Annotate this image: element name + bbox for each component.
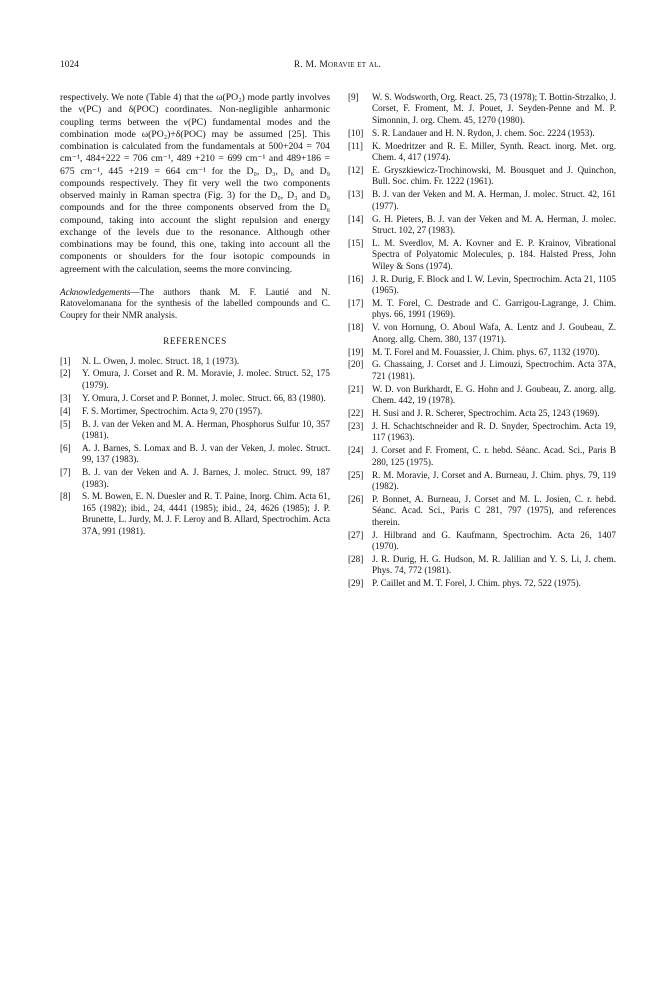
reference-text: R. M. Moravie, J. Corset and A. Burneau, J. Chim. phys. 79, 119 (1982). <box>372 469 616 491</box>
reference-number: [24] <box>348 445 364 456</box>
reference-item <box>348 554 616 577</box>
reference-number: [29] <box>348 578 364 589</box>
reference-text: J. R. Durig, H. G. Hudson, M. R. Jalilian and Y. S. Li, J. chem. Phys. 74, 772 (1981). <box>372 553 616 576</box>
reference-number: [14] <box>348 213 364 224</box>
reference-item <box>60 368 330 391</box>
acknowledgements <box>60 287 330 322</box>
page-number: 1024 <box>60 60 79 70</box>
reference-item <box>348 238 616 272</box>
reference-number: [18] <box>348 322 364 333</box>
reference-item <box>348 359 616 382</box>
reference-number: [26] <box>348 493 364 504</box>
reference-item <box>348 274 616 297</box>
reference-item <box>348 165 616 188</box>
reference-text: B. J. van der Veken and M. A. Herman, J. molec. Struct. 42, 161 (1977). <box>372 189 616 211</box>
reference-item <box>348 578 616 589</box>
reference-text: Y. Omura, J. Corset and R. M. Moravie, J. molec. Struct. 52, 175 (1979). <box>82 368 330 390</box>
reference-text: W. D. von Burkhardt, E. G. Hohn and J. Goubeau, Z. anorg. allg. Chem. 442, 19 (1978). <box>372 383 616 406</box>
reference-item <box>348 347 616 358</box>
reference-text: M. T. Forel and M. Fouassier, J. Chim. phys. 67, 1132 (1970). <box>372 346 600 357</box>
reference-item <box>60 406 330 417</box>
reference-number: [21] <box>348 383 364 394</box>
acknowledgements-label: Acknowledgements <box>60 286 131 297</box>
reference-text: J. Hilbrand and G. Kaufmann, Spectrochim. Acta 26, 1407 (1970). <box>372 529 616 552</box>
reference-text: M. T. Forel, C. Destrade and C. Garrigou-Lagrange, J. Chim. phys. 66, 1991 (1969). <box>372 297 616 320</box>
reference-item <box>348 141 616 164</box>
reference-number: [8] <box>60 491 71 502</box>
reference-list-right <box>348 92 616 590</box>
reference-number: [3] <box>60 392 71 403</box>
reference-text: N. L. Owen, J. molec. Struct. 18, 1 (1973). <box>82 355 240 366</box>
reference-text: A. J. Barnes, S. Lomax and B. J. van der Veken, J. molec. Struct. 99, 137 (1983). <box>82 442 330 465</box>
reference-item <box>348 214 616 237</box>
reference-number: [1] <box>60 355 71 366</box>
reference-item <box>348 494 616 528</box>
reference-number: [28] <box>348 553 364 564</box>
reference-number: [4] <box>60 405 71 416</box>
reference-number: [13] <box>348 189 364 200</box>
reference-item <box>60 356 330 367</box>
reference-text: K. Moedritzer and R. E. Miller, Synth. React. inorg. Met. org. Chem. 4, 417 (1974). <box>372 140 616 163</box>
reference-text: S. R. Landauer and H. N. Rydon, J. chem. Soc. 2224 (1953). <box>372 127 595 138</box>
reference-text: B. J. van der Veken and M. A. Herman, Phosphorus Sulfur 10, 357 (1981). <box>82 418 330 440</box>
reference-text: J. Corset and F. Froment, C. r. hebd. Séanc. Acad. Sci., Paris B 280, 125 (1975). <box>372 445 616 467</box>
reference-number: [12] <box>348 164 364 175</box>
reference-item <box>348 384 616 407</box>
reference-text: P. Caillet and M. T. Forel, J. Chim. phys. 72, 522 (1975). <box>372 578 581 589</box>
reference-text: V. von Hornung, O. Aboul Wafa, A. Lentz and J. Goubeau, Z. Anorg. allg. Chem. 380, 137 (1971). <box>372 322 616 344</box>
reference-text: S. M. Bowen, E. N. Duesler and R. T. Paine, Inorg. Chim. Acta 61, 165 (1982); ibid., 24, 4441 (1985); ibid., 24, 4626 (1985); J. P. Brunette, L. Jurdy, M. J. F. Leroy and B. Allard, Spectrochim. Acta 37A, 991 (1981). <box>82 491 330 536</box>
reference-item <box>348 408 616 419</box>
reference-item <box>348 128 616 139</box>
references-heading: REFERENCES <box>163 336 227 347</box>
reference-text: H. Susi and J. R. Scherer, Spectrochim. Acta 25, 1243 (1969). <box>372 408 600 419</box>
right-column <box>348 92 616 591</box>
reference-item <box>60 467 330 490</box>
reference-text: B. J. van der Veken and A. J. Barnes, J. molec. Struct. 99, 187 (1983). <box>82 467 330 489</box>
reference-number: [6] <box>60 442 71 453</box>
reference-text: G. Chassaing, J. Corset and J. Limouzi, Spectrochim. Acta 37A, 721 (1981). <box>372 359 616 381</box>
reference-text: L. M. Sverdlov, M. A. Kovner and E. P. Krainov, Vibrational Spectra of Polyatomic Molecules, p. 184. Halsted Press, John Wiley & Sons (1974). <box>372 237 616 271</box>
reference-number: [2] <box>60 368 71 379</box>
reference-number: [19] <box>348 346 364 357</box>
reference-number: [16] <box>348 273 364 284</box>
reference-number: [7] <box>60 467 71 478</box>
reference-text: E. Gryszkiewicz-Trochinowski, M. Bousquet and J. Quinchon, Bull. Soc. chim. Fr. 1222 (1961). <box>372 164 616 187</box>
reference-item <box>60 393 330 404</box>
reference-number: [15] <box>348 237 364 248</box>
reference-text: P. Bonnet, A. Burneau, J. Corset and M. L. Josien, C. r. hebd. Séanc. Acad. Sci., Paris C 281, 797 (1975), and references therein. <box>372 493 616 527</box>
reference-number: [9] <box>348 92 359 102</box>
reference-number: [11] <box>348 140 363 151</box>
reference-text: F. S. Mortimer, Spectrochim. Acta 9, 270 (1957). <box>82 405 263 416</box>
body-paragraph: respectively. We note (Table 4) that the ω(PO₂) mode partly involves the ν(PC) and δ(POC) coordinates. Non-negligible anharmonic coupling terms between the ν(PC) fundamental modes and the combination mode ω(PO₂)+δ(POC) may be assumed [25]. This combination is calculated from the fundamentals at 500+204 = 704 cm⁻¹, 484+222 = 706 cm⁻¹, 489 +210 = 699 cm⁻¹ and 489+186 = 675 cm⁻¹, 445 +219 = 664 cm⁻¹ for the D₀, D₃, D₆ and D₉ compounds respectively. They fit very well the two components observed mainly in Raman spectra (Fig. 3) for the D₀, D₃ and D₉ compounds and for the three components observed from the D₆ compound, taking into account the slight repulsion and energy exchange of the levels due to the resonance. Although other combinations may be found, this one, taking into account all the components or shoulders for the four isotopic compounds in agreement with the calculation, seems the more convincing. <box>60 92 330 275</box>
left-column <box>60 92 330 539</box>
reference-item <box>348 189 616 212</box>
reference-number: [22] <box>348 408 364 419</box>
reference-number: [20] <box>348 359 364 370</box>
reference-number: [17] <box>348 297 364 308</box>
page-header <box>60 60 615 74</box>
reference-item <box>348 470 616 493</box>
acknowledgements-text: —The authors thank M. F. Lautié and N. Ratovelomanana for the synthesis of the labelled compounds and C. Coupry for their NMR analysis. <box>60 286 330 320</box>
reference-item <box>348 92 616 126</box>
reference-number: [25] <box>348 469 364 480</box>
reference-number: [23] <box>348 420 364 431</box>
reference-item <box>348 421 616 444</box>
reference-text: G. H. Pieters, B. J. van der Veken and M. A. Herman, J. molec. Struct. 102, 27 (1983). <box>372 213 616 235</box>
reference-item <box>60 419 330 442</box>
reference-item <box>60 443 330 466</box>
reference-number: [5] <box>60 418 71 429</box>
reference-item <box>60 491 330 537</box>
reference-text: Y. Omura, J. Corset and P. Bonnet, J. molec. Struct. 66, 83 (1980). <box>82 392 326 403</box>
reference-list-left <box>60 356 330 538</box>
reference-item <box>348 445 616 468</box>
reference-text: J. R. Durig, F. Block and I. W. Levin, Spectrochim. Acta 21, 1105 (1965). <box>372 273 616 295</box>
reference-text: J. H. Schachtschneider and R. D. Snyder, Spectrochim. Acta 19, 117 (1963). <box>372 420 616 443</box>
reference-item <box>348 530 616 553</box>
reference-item <box>348 298 616 321</box>
running-head: R. M. Moravie et al. <box>293 60 382 70</box>
reference-text: W. S. Wodsworth, Org. React. 25, 73 (1978); T. Bottin-Strzalko, J. Corset, F. Froment, M. J. Pouet, J. Seyden-Penne and M. P. Simonnin, J. org. Chem. 45, 1270 (1980). <box>372 92 616 125</box>
reference-item <box>348 322 616 345</box>
reference-number: [10] <box>348 127 364 138</box>
reference-number: [27] <box>348 529 364 540</box>
